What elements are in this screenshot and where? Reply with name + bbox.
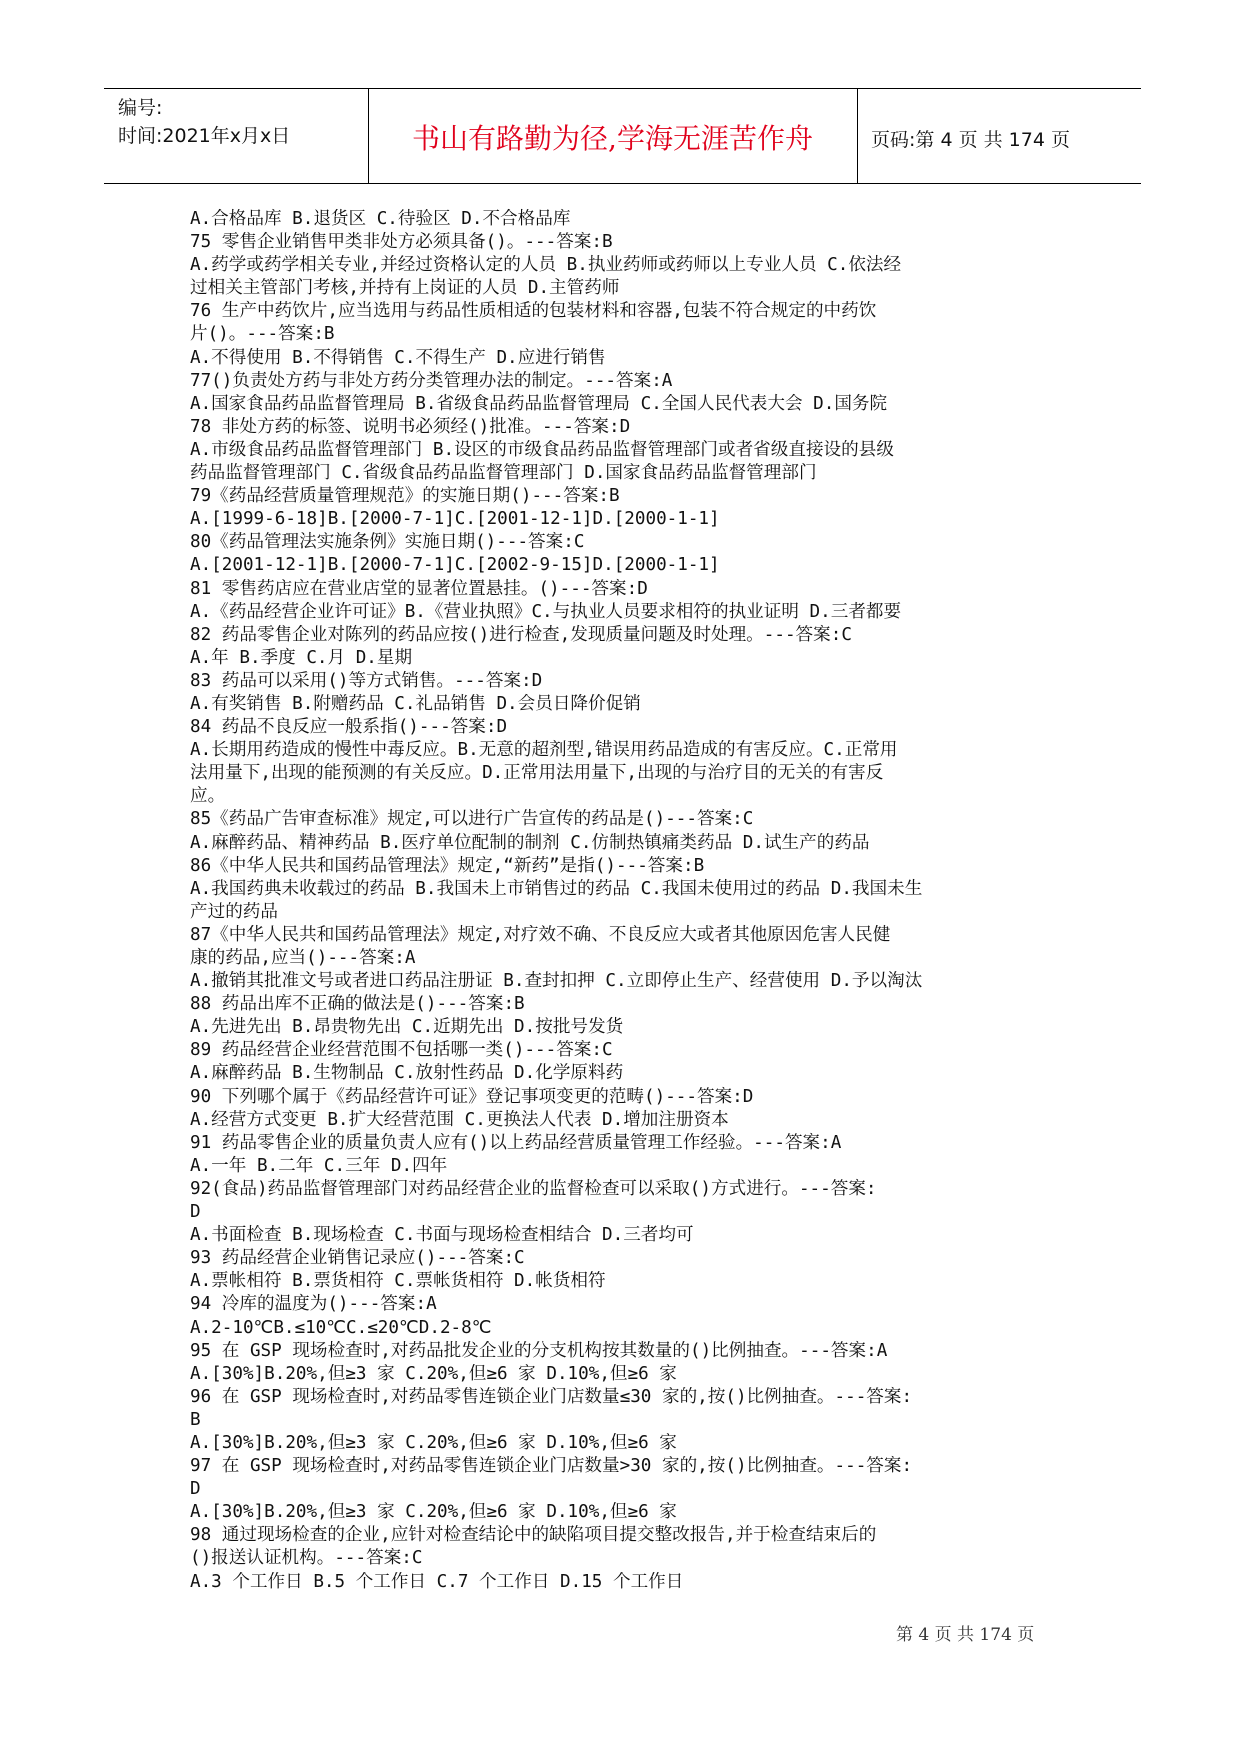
text-line: A.市级食品药品监督管理部门 B.设区的市级食品药品监督管理部门或者省级直接设的县级 bbox=[190, 439, 894, 460]
text-line: 91 药品零售企业的质量负责人应有()以上药品经营质量管理工作经验。---答案:A bbox=[190, 1132, 842, 1153]
text-line: 94 冷库的温度为()---答案:A bbox=[190, 1294, 437, 1315]
time-label: 时间:2021年x月x日 bbox=[118, 125, 291, 147]
text-line: A.麻醉药品、精神药品 B.医疗单位配制的制剂 C.仿制热镇痛类药品 D.试生产的药品 bbox=[190, 832, 870, 853]
text-line: 93 药品经营企业销售记录应()---答案:C bbox=[190, 1248, 525, 1269]
text-line: A.[1999-6-18]B.[2000-7-1]C.[2001-12-1]D.[2000-1-1] bbox=[190, 509, 720, 530]
text-line: A.《药品经营企业许可证》B.《营业执照》C.与执业人员要求相符的执业证明 D.三者都要 bbox=[190, 601, 902, 622]
text-line: D bbox=[190, 1479, 201, 1500]
text-line: B bbox=[190, 1409, 201, 1430]
text-line: A.经营方式变更 B.扩大经营范围 C.更换法人代表 D.增加注册资本 bbox=[190, 1109, 729, 1130]
text-line: A.药学或药学相关专业,并经过资格认定的人员 B.执业药师或药师以上专业人员 C.依法经 bbox=[190, 255, 902, 276]
text-line: A.[30%]B.20%,但≥3 家 C.20%,但≥6 家 D.10%,但≥6 家 bbox=[190, 1502, 677, 1523]
text-line: 86《中华人民共和国药品管理法》规定,“新药”是指()---答案:B bbox=[190, 855, 705, 876]
text-line: 康的药品,应当()---答案:A bbox=[190, 948, 416, 968]
text-line: D bbox=[190, 1202, 201, 1223]
text-line: 82 药品零售企业对陈列的药品应按()进行检查,发现质量问题及时处理。---答案:C bbox=[190, 624, 852, 645]
page-header bbox=[104, 88, 1141, 184]
header-meta-cell bbox=[104, 89, 369, 183]
text-line: 药品监督管理部门 C.省级食品药品监督管理部门 D.国家食品药品监督管理部门 bbox=[190, 463, 817, 484]
text-line: 76 生产中药饮片,应当选用与药品性质相适的包装材料和容器,包装不符合规定的中药饮 bbox=[190, 301, 877, 322]
text-line: A.3 个工作日 B.5 个工作日 C.7 个工作日 D.15 个工作日 bbox=[190, 1571, 684, 1592]
text-line: 88 药品出库不正确的做法是()---答案:B bbox=[190, 994, 525, 1015]
header-page-cell bbox=[857, 89, 1141, 183]
text-line: 95 在 GSP 现场检查时,对药品批发企业的分支机构按其数量的()比例抽查。---答案:A bbox=[190, 1340, 888, 1361]
text-line: A.一年 B.二年 C.三年 D.四年 bbox=[190, 1155, 448, 1176]
serial-label: 编号: bbox=[118, 97, 163, 119]
text-line: A.书面检查 B.现场检查 C.书面与现场检查相结合 D.三者均可 bbox=[190, 1225, 694, 1246]
text-line: 84 药品不良反应一般系指()---答案:D bbox=[190, 717, 508, 738]
text-line: 85《药品广告审查标准》规定,可以进行广告宣传的药品是()---答案:C bbox=[190, 809, 754, 830]
text-line: 75 零售企业销售甲类非处方必须具备()。---答案:B bbox=[190, 232, 613, 253]
text-line: 片()。---答案:B bbox=[190, 324, 335, 345]
text-line: 83 药品可以采用()等方式销售。---答案:D bbox=[190, 670, 543, 691]
text-line: 应。 bbox=[190, 786, 226, 807]
motto: 书山有路勤为径,学海无涯苦作舟 bbox=[412, 122, 813, 155]
text-line: A.麻醉药品 B.生物制品 C.放射性药品 D.化学原料药 bbox=[190, 1063, 624, 1084]
page-code: 页码:第 4 页 共 174 页 bbox=[871, 129, 1070, 151]
text-line: A.先进先出 B.昂贵物先出 C.近期先出 D.按批号发货 bbox=[190, 1017, 624, 1038]
text-line: 法用量下,出现的能预测的有关反应。D.正常用法用量下,出现的与治疗目的无关的有害反 bbox=[190, 763, 884, 784]
header-motto-cell bbox=[368, 89, 858, 183]
text-line: A.[30%]B.20%,但≥3 家 C.20%,但≥6 家 D.10%,但≥6 家 bbox=[190, 1363, 677, 1384]
text-line: A.撤销其批准文号或者进口药品注册证 B.查封扣押 C.立即停止生产、经营使用 D.予以淘汰 bbox=[190, 971, 923, 992]
text-line: 产过的药品 bbox=[190, 901, 278, 922]
text-line: 77()负责处方药与非处方药分类管理办法的制定。---答案:A bbox=[190, 370, 673, 391]
text-line: 过相关主管部门考核,并持有上岗证的人员 D.主管药师 bbox=[190, 278, 620, 299]
page-footer: 第 4 页 共 174 页 bbox=[896, 1625, 1035, 1645]
text-line: A.我国药典未收载过的药品 B.我国未上市销售过的药品 C.我国未使用过的药品 D.我国未生 bbox=[190, 878, 923, 899]
text-line: 92(食品)药品监督管理部门对药品经营企业的监督检查可以采取()方式进行。---答案: bbox=[190, 1178, 877, 1199]
text-line: ()报送认证机构。---答案:C bbox=[190, 1548, 423, 1569]
text-line: 80《药品管理法实施条例》实施日期()---答案:C bbox=[190, 532, 585, 553]
text-line: 89 药品经营企业经营范围不包括哪一类()---答案:C bbox=[190, 1040, 613, 1061]
text-line: 79《药品经营质量管理规范》的实施日期()---答案:B bbox=[190, 486, 620, 507]
text-line: A.[2001-12-1]B.[2000-7-1]C.[2002-9-15]D.[2000-1-1] bbox=[190, 555, 720, 576]
text-line: 96 在 GSP 现场检查时,对药品零售连锁企业门店数量≤30 家的,按()比例抽查。---答案: bbox=[190, 1386, 913, 1407]
text-line: A.[30%]B.20%,但≥3 家 C.20%,但≥6 家 D.10%,但≥6 家 bbox=[190, 1432, 677, 1453]
text-line: A.年 B.季度 C.月 D.星期 bbox=[190, 647, 413, 668]
text-line: 97 在 GSP 现场检查时,对药品零售连锁企业门店数量>30 家的,按()比例抽查。---答案: bbox=[190, 1456, 913, 1477]
text-line: 87《中华人民共和国药品管理法》规定,对疗效不确、不良反应大或者其他原因危害人民健 bbox=[190, 924, 891, 945]
text-line: A.有奖销售 B.附赠药品 C.礼品销售 D.会员日降价促销 bbox=[190, 693, 641, 714]
text-line: A.长期用药造成的慢性中毒反应。B.无意的超剂型,错误用药品造成的有害反应。C.正常用 bbox=[190, 740, 898, 761]
text-line: A.2-10℃B.≤10℃C.≤20℃D.2-8℃ bbox=[190, 1317, 492, 1338]
text-line: A.不得使用 B.不得销售 C.不得生产 D.应进行销售 bbox=[190, 347, 606, 368]
text-line: A.票帐相符 B.票货相符 C.票帐货相符 D.帐货相符 bbox=[190, 1271, 606, 1292]
question-list bbox=[190, 208, 1070, 1594]
text-line: A.合格品库 B.退货区 C.待验区 D.不合格品库 bbox=[190, 209, 571, 229]
text-line: 90 下列哪个属于《药品经营许可证》登记事项变更的范畴()---答案:D bbox=[190, 1086, 754, 1107]
text-line: 78 非处方药的标签、说明书必须经()批准。---答案:D bbox=[190, 416, 631, 437]
text-line: 98 通过现场检查的企业,应针对检查结论中的缺陷项目提交整改报告,并于检查结束后的 bbox=[190, 1525, 877, 1546]
text-line: A.国家食品药品监督管理局 B.省级食品药品监督管理局 C.全国人民代表大会 D.国务院 bbox=[190, 393, 888, 414]
text-line: 81 零售药店应在营业店堂的显著位置悬挂。()---答案:D bbox=[190, 578, 648, 599]
